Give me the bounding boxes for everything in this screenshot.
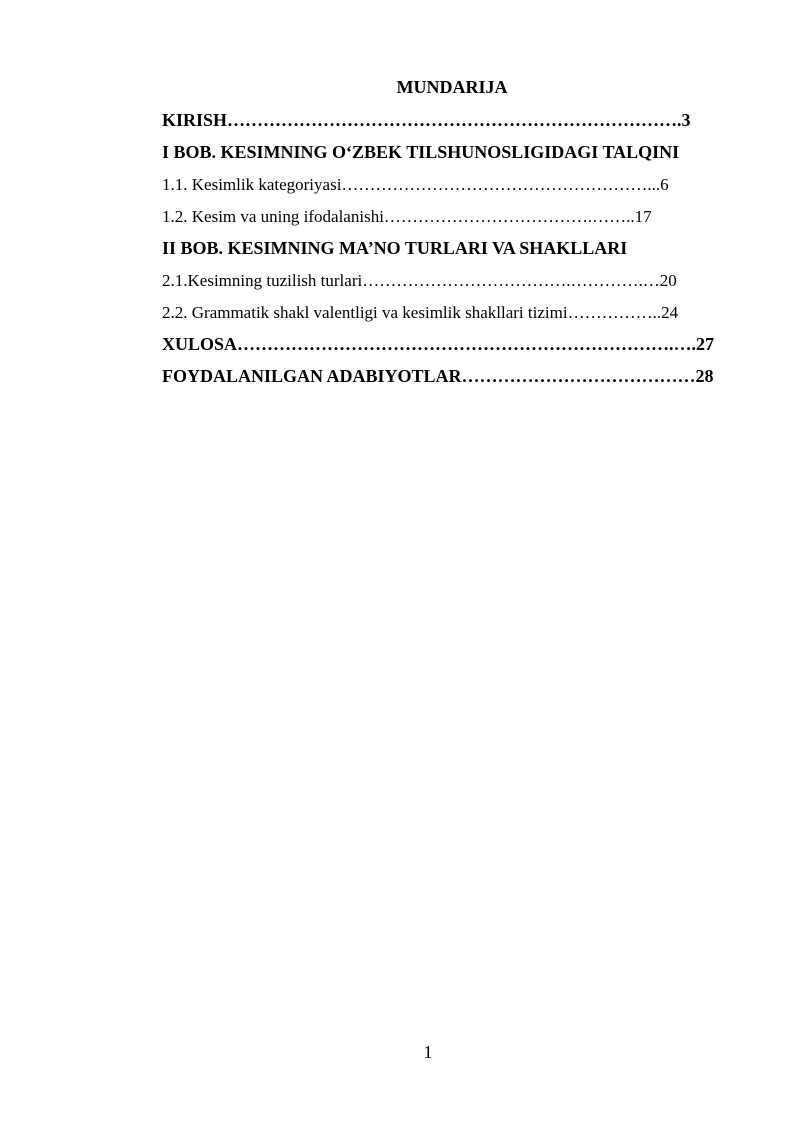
page-number: 1 xyxy=(423,1042,433,1062)
toc-entry-label: 1.2. Kesim va uning ifodalanishi xyxy=(162,207,384,226)
toc-entry-page: 3 xyxy=(681,110,691,130)
toc-entry-page: 6 xyxy=(660,175,669,194)
table-of-contents xyxy=(162,108,762,396)
toc-entry-references xyxy=(162,364,762,396)
toc-entry-label: 2.1.Kesimning tuzilish turlari xyxy=(162,271,363,290)
toc-entry-section-1-2 xyxy=(162,204,762,236)
toc-entry-section-2-1 xyxy=(162,268,762,300)
toc-entry-xulosa xyxy=(162,332,762,364)
toc-entry-label: II BOB. KESIMNING MA’NO TURLARI VA SHAKLLARI xyxy=(162,238,628,258)
toc-title: MUNDARIJA xyxy=(396,77,508,97)
toc-entry-leader: ……………………………………………………………….…. xyxy=(237,334,697,354)
toc-entry-leader: ……………………………….…….. xyxy=(383,207,635,226)
toc-entry-leader: …………….. xyxy=(567,303,662,322)
toc-entry-section-2-2 xyxy=(162,300,762,332)
toc-entry-kirish xyxy=(162,108,762,140)
toc-entry-label: 1.1. Kesimlik kategoriyasi xyxy=(162,175,342,194)
toc-entry-label: FOYDALANILGAN ADABIYOTLAR xyxy=(162,366,462,386)
toc-entry-page: 24 xyxy=(661,303,679,322)
toc-entry-label: KIRISH xyxy=(162,110,228,130)
toc-entry-chapter-1 xyxy=(162,140,762,172)
toc-entry-section-1-1 xyxy=(162,172,762,204)
toc-entry-leader: ………………………………… xyxy=(461,366,696,386)
toc-entry-chapter-2 xyxy=(162,236,762,268)
toc-entry-label: 2.2. Grammatik shakl valentligi va kesimlik shakllari tizimi xyxy=(162,303,568,322)
toc-entry-page: 28 xyxy=(695,366,714,386)
toc-entry-page: 17 xyxy=(634,207,652,226)
toc-entry-leader: ………………………………………………... xyxy=(341,175,661,194)
toc-entry-page: 20 xyxy=(659,271,677,290)
toc-entry-page: 27 xyxy=(696,334,715,354)
toc-entry-label: XULOSA xyxy=(162,334,238,354)
toc-entry-leader: ……………………………….………….… xyxy=(362,271,660,290)
toc-entry-label: I BOB. KESIMNING O‘ZBEK TILSHUNOSLIGIDAGI TALQINI xyxy=(162,142,680,162)
toc-entry-leader: …………………………………………………………………. xyxy=(227,110,682,130)
